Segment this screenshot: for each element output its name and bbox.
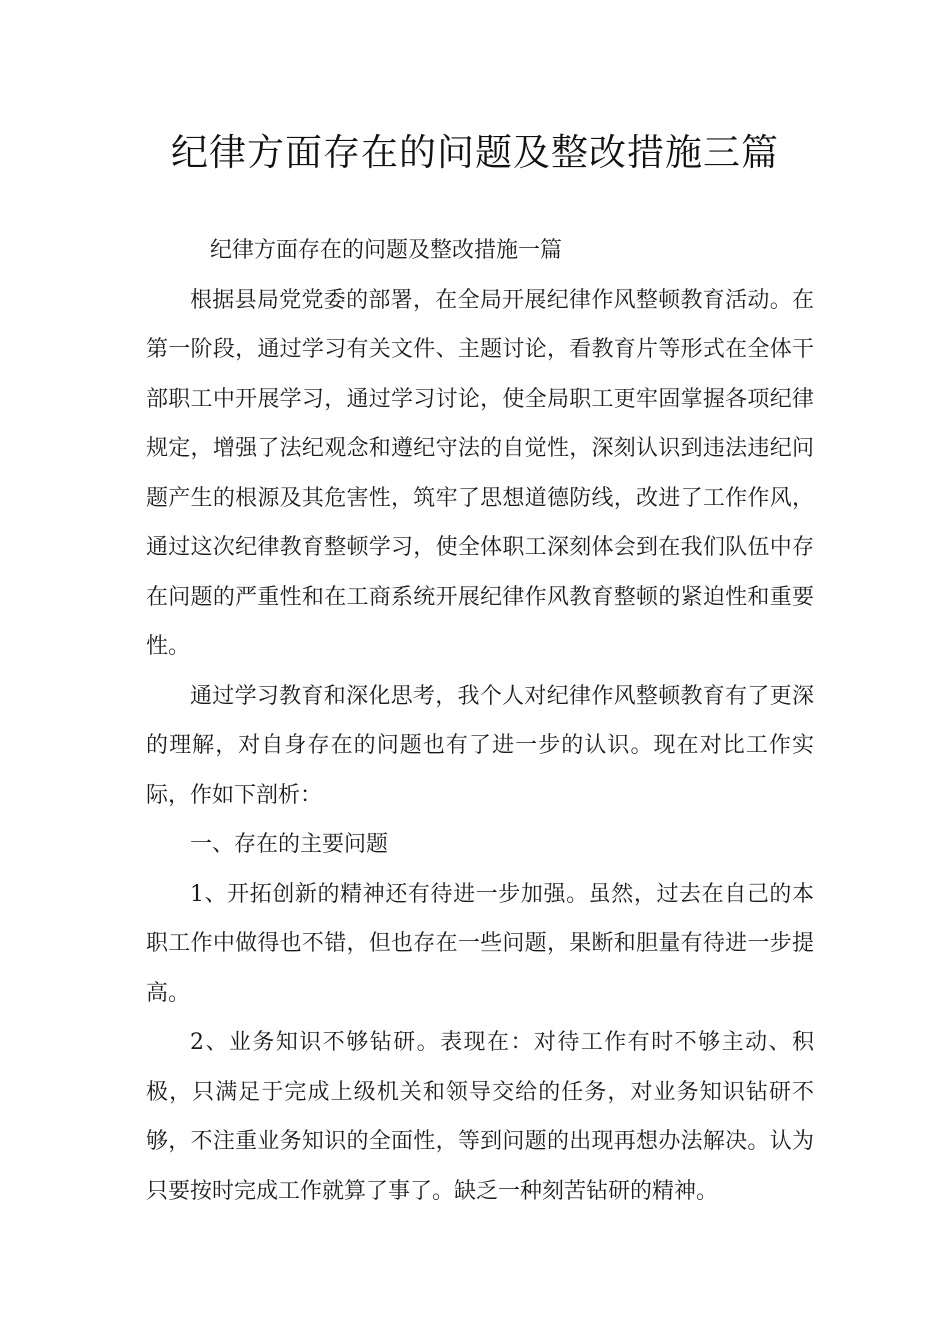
paragraph-problem-1: 1、开拓创新的精神还有待进一步加强。虽然，过去在自己的本职工作中做得也不错，但也存在一些问题，果断和胆量有待进一步提高。 — [146, 881, 814, 1006]
document-body — [146, 226, 814, 1216]
document-title: 纪律方面存在的问题及整改措施三篇 — [171, 131, 779, 174]
section-heading-main-problems: 一、存在的主要问题 — [190, 832, 389, 857]
paragraph-analysis: 通过学习教育和深化思考，我个人对纪律作风整顿教育有了更深的理解，对自身存在的问题也有了进一步的认识。现在对比工作实际，作如下剖析： — [146, 683, 814, 808]
paragraph-intro: 根据县局党党委的部署，在全局开展纪律作风整顿教育活动。在第一阶段，通过学习有关文件、主题讨论，看教育片等形式在全体干部职工中开展学习，通过学习讨论，使全局职工更牢固掌握各项纪律规定，增强了法纪观念和遵纪守法的自觉性，深刻认识到违法违纪问题产生的根源及其危害性，筑牢了思想道德防线，改进了工作作风，通过这次纪律教育整顿学习，使全体职工深刻体会到在我们队伍中存在问题的严重性和在工商系统开展纪律作风教育整顿的紧迫性和重要性。 — [146, 287, 814, 659]
paragraph-problem-2: 2、业务知识不够钻研。表现在：对待工作有时不够主动、积极，只满足于完成上级机关和领导交给的任务，对业务知识钻研不够，不注重业务知识的全面性，等到问题的出现再想办法解决。认为只要按时完成工作就算了事了。缺乏一种刻苦钻研的精神。 — [146, 1030, 814, 1204]
section-subtitle: 纪律方面存在的问题及整改措施一篇 — [210, 238, 563, 263]
